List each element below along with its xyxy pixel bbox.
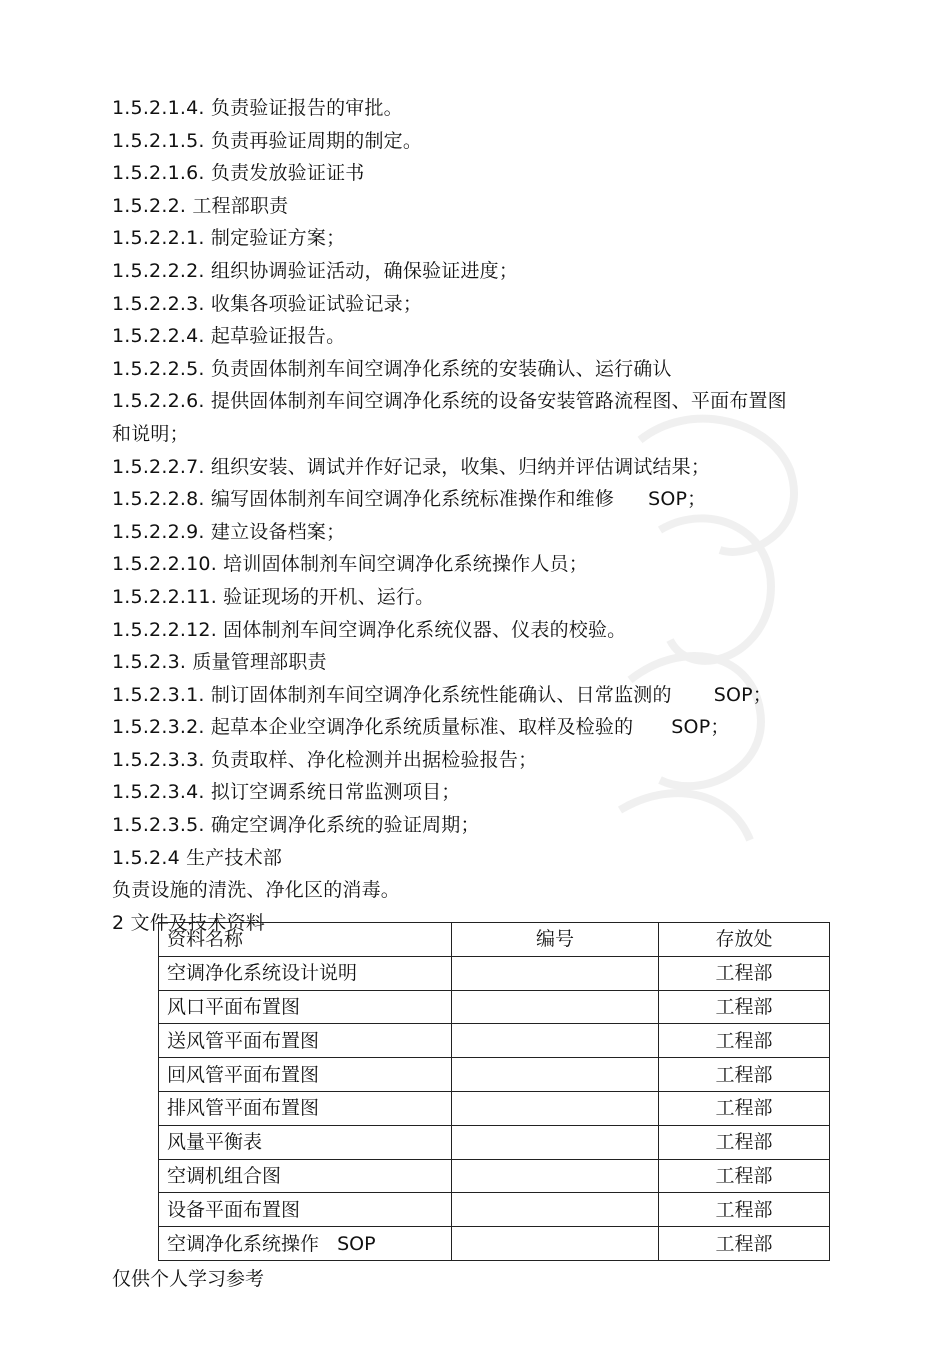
text-line-with-sop (112, 483, 852, 516)
cell-number (452, 1125, 659, 1159)
cell-name: 送风管平面布置图 (159, 1024, 452, 1058)
text-line-main: 1.5.2.2.8. 编写固体制剂车间空调净化系统标准操作和维修 (112, 488, 615, 511)
cell-name: 空调机组合图 (159, 1159, 452, 1193)
text-line-with-sop (112, 679, 852, 712)
documents-table (158, 922, 830, 1261)
table-row (159, 1227, 830, 1261)
cell-location: 工程部 (659, 1227, 830, 1261)
table-row (159, 1193, 830, 1227)
sop-suffix: SOP； (671, 716, 730, 739)
table-header-row (159, 923, 830, 957)
cell-number (452, 1024, 659, 1058)
text-line: 1.5.2.2.2. 组织协调验证活动，确保验证进度； (112, 259, 519, 282)
cell-number (452, 1091, 659, 1125)
cell-number (452, 1159, 659, 1193)
text-line: 1.5.2.3.4. 拟订空调系统日常监测项目； (112, 781, 461, 804)
cell-name: 设备平面布置图 (159, 1193, 452, 1227)
cell-number (452, 1227, 659, 1261)
cell-name: 空调净化系统设计说明 (159, 956, 452, 990)
text-line: 1.5.2.2.7. 组织安装、调试并作好记录，收集、归纳并评估调试结果； (112, 455, 711, 478)
text-line-main: 1.5.2.3.1. 制订固体制剂车间空调净化系统性能确认、日常监测的 (112, 683, 672, 706)
cell-number (452, 1058, 659, 1092)
cell-location: 工程部 (659, 1024, 830, 1058)
section-heading: 1.5.2.4 生产技术部 (112, 846, 283, 869)
section-heading: 1.5.2.2. 工程部职责 (112, 194, 289, 217)
text-line: 1.5.2.2.3. 收集各项验证试验记录； (112, 292, 423, 315)
table-row (159, 1091, 830, 1125)
cell-location: 工程部 (659, 1058, 830, 1092)
table-row (159, 1159, 830, 1193)
table-row (159, 956, 830, 990)
text-line-with-sop (112, 711, 852, 744)
cell-name: 风量平衡表 (159, 1125, 452, 1159)
cell-location: 工程部 (659, 1193, 830, 1227)
text-line: 1.5.2.2.1. 制定验证方案； (112, 227, 346, 250)
cell-location: 工程部 (659, 1159, 830, 1193)
cell-number (452, 990, 659, 1024)
cell-number (452, 1193, 659, 1227)
body-text (112, 92, 852, 939)
text-line: 1.5.2.2.11. 验证现场的开机、运行。 (112, 585, 435, 608)
text-line: 1.5.2.2.6. 提供固体制剂车间空调净化系统的设备安装管路流程图、平面布置图 (112, 390, 787, 413)
cell-location: 工程部 (659, 1091, 830, 1125)
text-line: 1.5.2.1.6. 负责发放验证证书 (112, 162, 365, 185)
text-line: 1.5.2.2.12. 固体制剂车间空调净化系统仪器、仪表的校验。 (112, 618, 627, 641)
cell-name: 排风管平面布置图 (159, 1091, 452, 1125)
text-line: 1.5.2.2.10. 培训固体制剂车间空调净化系统操作人员； (112, 553, 588, 576)
cell-location: 工程部 (659, 990, 830, 1024)
sop-suffix: SOP； (713, 683, 772, 706)
footer-note: 仅供个人学习参考 (112, 1268, 265, 1290)
cell-name: 回风管平面布置图 (159, 1058, 452, 1092)
text-line: 1.5.2.2.9. 建立设备档案； (112, 520, 346, 543)
text-line: 1.5.2.1.5. 负责再验证周期的制定。 (112, 129, 423, 152)
cell-location: 工程部 (659, 956, 830, 990)
cell-name: 风口平面布置图 (159, 990, 452, 1024)
text-line: 1.5.2.2.5. 负责固体制剂车间空调净化系统的安装确认、运行确认 (112, 357, 672, 380)
cell-location: 工程部 (659, 1125, 830, 1159)
table-row (159, 1024, 830, 1058)
text-line: 1.5.2.3.5. 确定空调净化系统的验证周期； (112, 814, 480, 837)
header-cell-number: 编号 (452, 923, 659, 957)
cell-number (452, 956, 659, 990)
cell-name: 空调净化系统操作 SOP (159, 1227, 452, 1261)
text-line: 1.5.2.3.3. 负责取样、净化检测并出据检验报告； (112, 748, 538, 771)
table-row (159, 1058, 830, 1092)
text-line: 1.5.2.2.4. 起草验证报告。 (112, 325, 346, 348)
header-cell-name: 资料名称 (159, 923, 452, 957)
sop-suffix: SOP； (648, 488, 707, 511)
header-cell-location: 存放处 (659, 923, 830, 957)
chapter-heading: 2 文件及技术资料 (112, 911, 265, 934)
section-heading: 1.5.2.3. 质量管理部职责 (112, 651, 327, 674)
table-row (159, 990, 830, 1024)
text-line: 负责设施的清洗、净化区的消毒。 (112, 879, 401, 902)
text-line-main: 1.5.2.3.2. 起草本企业空调净化系统质量标准、取样及检验的 (112, 716, 634, 739)
text-line: 1.5.2.1.4. 负责验证报告的审批。 (112, 97, 403, 119)
text-line-continuation: 和说明； (112, 422, 189, 445)
table-row (159, 1125, 830, 1159)
